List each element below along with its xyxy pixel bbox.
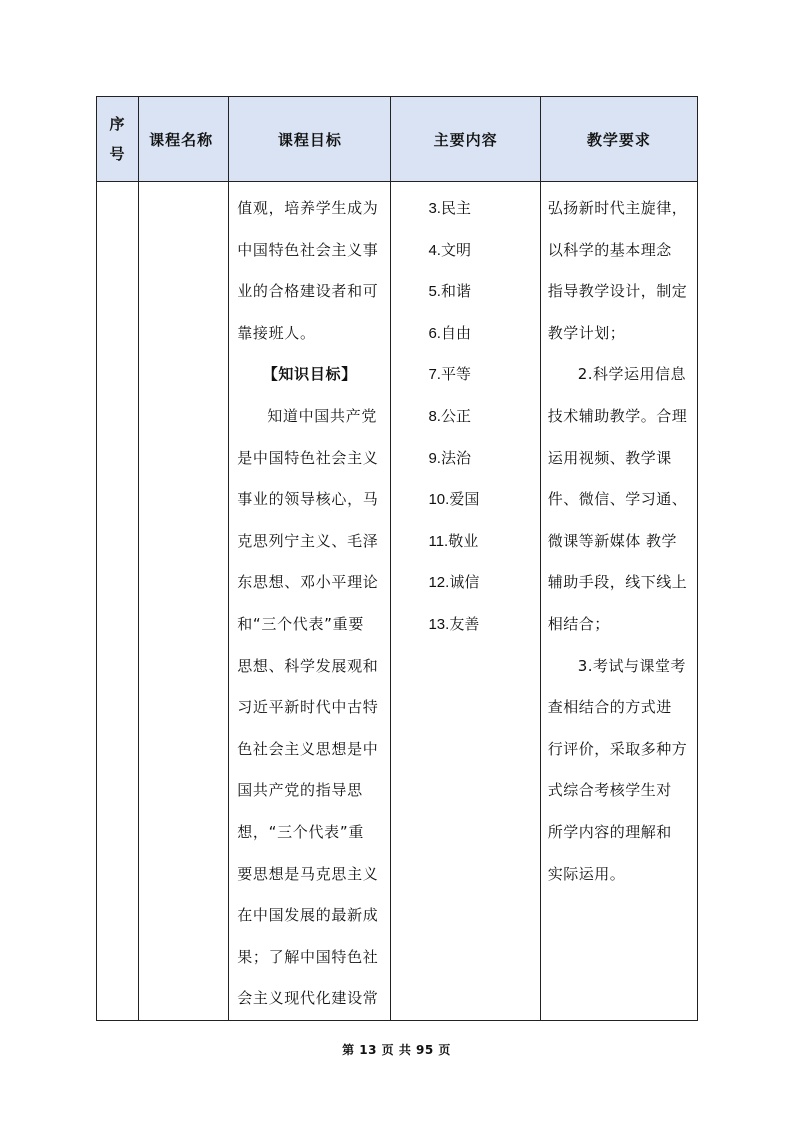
goal-line: 和“三个代表”重要: [237, 614, 365, 633]
requirement-line: 运用视频、教学课: [547, 448, 672, 467]
cell-course-name: [139, 182, 229, 1021]
cell-course-goal: [229, 182, 391, 1021]
content-item: 7.平等: [428, 366, 471, 384]
requirement-line: 件、微信、学习通、: [547, 490, 688, 509]
goal-line: 果；了解中国特色社: [237, 947, 379, 966]
footer-prefix: 第: [342, 1043, 355, 1057]
goal-line: 习近平新时代中古特: [237, 698, 379, 717]
footer-mid: 页 共: [381, 1043, 412, 1057]
goal-line: 在中国发展的最新成: [237, 906, 379, 925]
content-item: 8.公正: [428, 407, 471, 425]
header-course-name: 课程名称: [139, 97, 229, 182]
content-item: 9.法治: [428, 449, 471, 467]
content-item: 11.敬业: [428, 532, 479, 550]
goal-line: 要思想是马克思主义: [237, 864, 379, 883]
header-seq-line1: 序: [109, 115, 126, 133]
requirement-line: 行评价，采取多种方: [547, 739, 688, 758]
goal-line: 色社会主义思想是中: [237, 739, 379, 758]
goal-line: 靠接班人。: [237, 323, 316, 342]
requirement-line: 3.考试与课堂考: [577, 656, 687, 675]
requirement-line: 以科学的基本理念: [547, 240, 672, 259]
goal-line: 克思列宁主义、毛泽: [237, 531, 379, 550]
content-item: 4.文明: [428, 241, 471, 259]
goal-line: 值观，培养学生成为: [237, 199, 379, 217]
goal-line: 想，“三个代表”重: [237, 822, 365, 841]
content-item: 10.爱国: [428, 491, 480, 509]
goal-line: 是中国特色社会主义: [237, 448, 379, 467]
content-item: 5.和谐: [428, 283, 471, 301]
header-teaching-requirement: 教学要求: [540, 97, 697, 182]
cell-teaching-requirement: [540, 182, 697, 1021]
footer-page-total: 95: [416, 1043, 434, 1057]
footer-page-number: 13: [359, 1043, 377, 1057]
requirement-line: 2.科学运用信息: [577, 365, 687, 384]
goal-line: 中国特色社会主义事: [237, 240, 379, 259]
cell-main-content: [391, 182, 540, 1021]
header-course-goal: 课程目标: [229, 97, 391, 182]
table-row: [97, 182, 698, 1021]
goal-line: 思想、科学发展观和: [237, 656, 379, 675]
requirement-line: 查相结合的方式进: [547, 698, 672, 717]
requirement-line: 指导教学设计，制定: [547, 282, 688, 301]
content-item: 3.民主: [428, 200, 471, 217]
requirement-line: 教学计划；: [547, 323, 626, 342]
table-header-row: [97, 97, 698, 182]
goal-line: 知道中国共产党: [267, 406, 378, 425]
header-seq: [97, 97, 139, 182]
goal-section-heading: 【知识目标】: [262, 365, 357, 384]
requirement-line: 技术辅助教学。合理: [547, 406, 688, 425]
goal-line: 国共产党的指导思: [237, 781, 363, 800]
requirement-line: 微课等新媒体 教学: [547, 531, 677, 550]
goal-line: 会主义现代化建设常: [237, 989, 379, 1008]
content-item: 13.友善: [428, 615, 480, 633]
requirement-line: 所学内容的理解和: [547, 822, 672, 841]
cell-seq: [97, 182, 139, 1021]
goal-line: 事业的领导核心，马: [237, 490, 379, 509]
course-table: [96, 96, 698, 1021]
content-item: 12.诚信: [428, 574, 480, 592]
content-item: 6.自由: [428, 324, 471, 342]
requirement-line: 辅助手段，线下线上: [547, 573, 688, 592]
requirement-line: 式综合考核学生对: [547, 781, 672, 800]
requirement-line: 弘扬新时代主旋律，: [547, 199, 688, 217]
footer-suffix: 页: [438, 1043, 451, 1057]
requirement-line: 相结合；: [547, 614, 610, 633]
requirement-line: 实际运用。: [547, 864, 626, 883]
goal-line: 业的合格建设者和可: [237, 282, 379, 301]
page-footer: [0, 1041, 793, 1058]
header-seq-line2: 号: [109, 145, 126, 163]
goal-line: 东思想、邓小平理论: [237, 573, 379, 592]
header-main-content: 主要内容: [391, 97, 540, 182]
